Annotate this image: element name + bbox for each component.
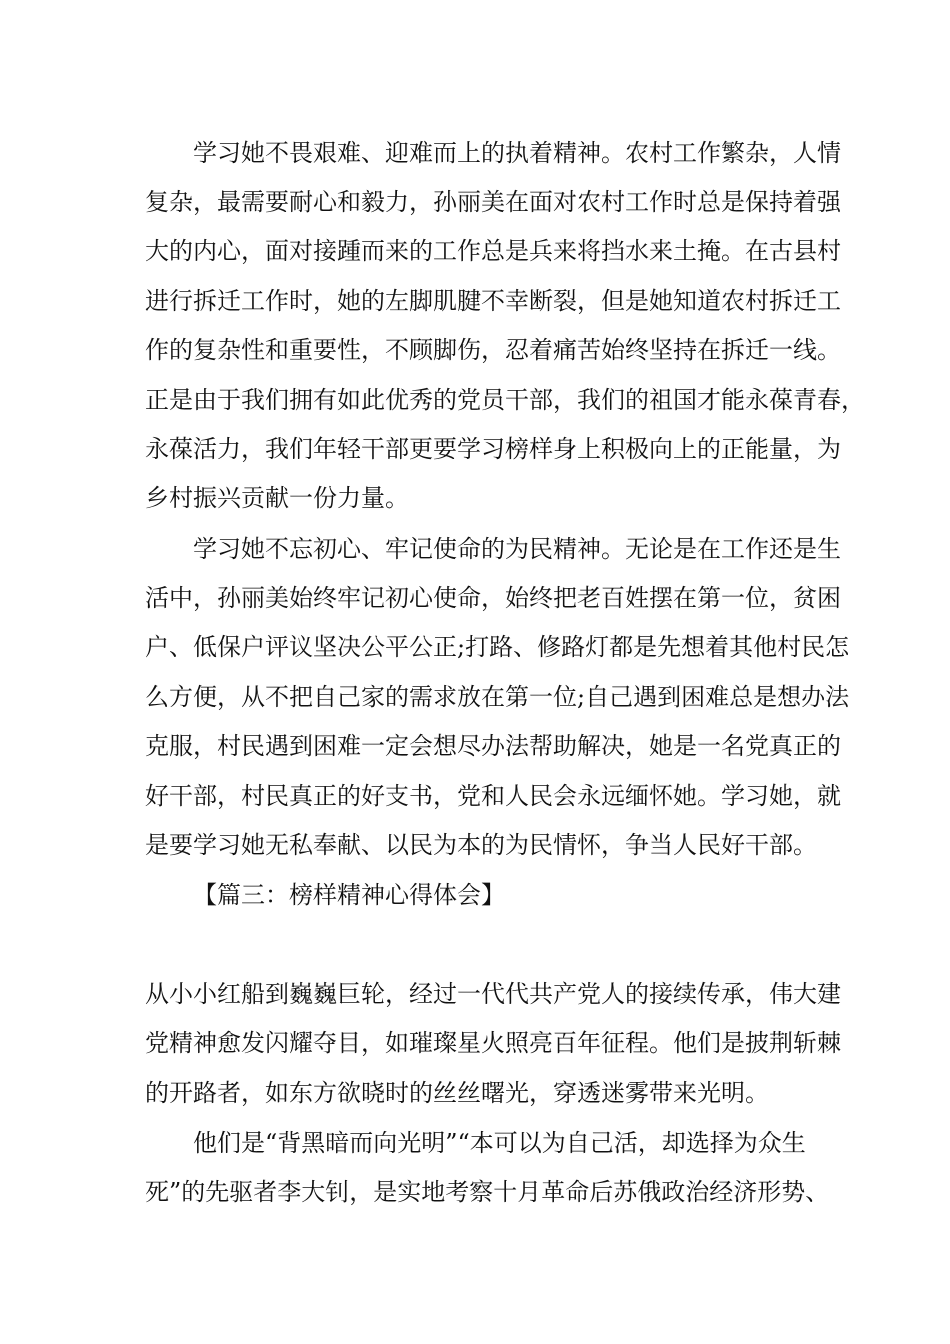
paragraph-1-line-3: 大的内心，面对接踵而来的工作总是兵来将挡水来土掩。在古县村 <box>145 237 841 265</box>
paragraph-1-line-5: 作的复杂性和重要性，不顾脚伤，忍着痛苦始终坚持在拆迁一线。 <box>145 336 841 364</box>
paragraph-2-line-2: 活中，孙丽美始终牢记初心使命，始终把老百姓摆在第一位，贫困 <box>145 584 841 612</box>
paragraph-2-line-5: 克服，村民遇到困难一定会想尽办法帮助解决，她是一名党真正的 <box>145 732 841 760</box>
paragraph-2-line-7: 是要学习她无私奉献、以民为本的为民情怀，争当人民好干部。 <box>145 831 817 859</box>
paragraph-3-line-1: 从小小红船到巍巍巨轮，经过一代代共产党人的接续传承，伟大建 <box>145 980 841 1008</box>
paragraph-2-line-3: 户、低保户评议坚决公平公正;打路、修路灯都是先想着其他村民怎 <box>145 633 850 661</box>
paragraph-2-line-4: 么方便，从不把自己家的需求放在第一位;自己遇到困难总是想办法 <box>145 683 850 711</box>
section-heading: 【篇三：榜样精神心得体会】 <box>193 881 505 909</box>
paragraph-1-line-6: 正是由于我们拥有如此优秀的党员干部，我们的祖国才能永葆青春， <box>145 386 865 414</box>
paragraph-1-line-2: 复杂，最需要耐心和毅力，孙丽美在面对农村工作时总是保持着强 <box>145 188 841 216</box>
paragraph-1-line-8: 乡村振兴贡献一份力量。 <box>145 484 409 512</box>
paragraph-4-line-1: 他们是“背黑暗而向光明”“本可以为自己活，却选择为众生 <box>193 1129 806 1157</box>
paragraph-2-line-1: 学习她不忘初心、牢记使命的为民精神。无论是在工作还是生 <box>193 535 841 563</box>
paragraph-3-line-3: 的开路者，如东方欲晓时的丝丝曙光，穿透迷雾带来光明。 <box>145 1079 769 1107</box>
paragraph-2-line-6: 好干部，村民真正的好支书，党和人民会永远缅怀她。学习她，就 <box>145 782 841 810</box>
paragraph-3-line-2: 党精神愈发闪耀夺目，如璀璨星火照亮百年征程。他们是披荆斩棘 <box>145 1029 841 1057</box>
paragraph-4-line-2: 死”的先驱者李大钊，是实地考察十月革命后苏俄政治经济形势、 <box>145 1178 830 1206</box>
paragraph-1-line-7: 永葆活力，我们年轻干部更要学习榜样身上积极向上的正能量，为 <box>145 435 841 463</box>
paragraph-1-line-1: 学习她不畏艰难、迎难而上的执着精神。农村工作繁杂，人情 <box>193 139 841 167</box>
paragraph-1-line-4: 进行拆迁工作时，她的左脚肌腱不幸断裂，但是她知道农村拆迁工 <box>145 287 841 315</box>
